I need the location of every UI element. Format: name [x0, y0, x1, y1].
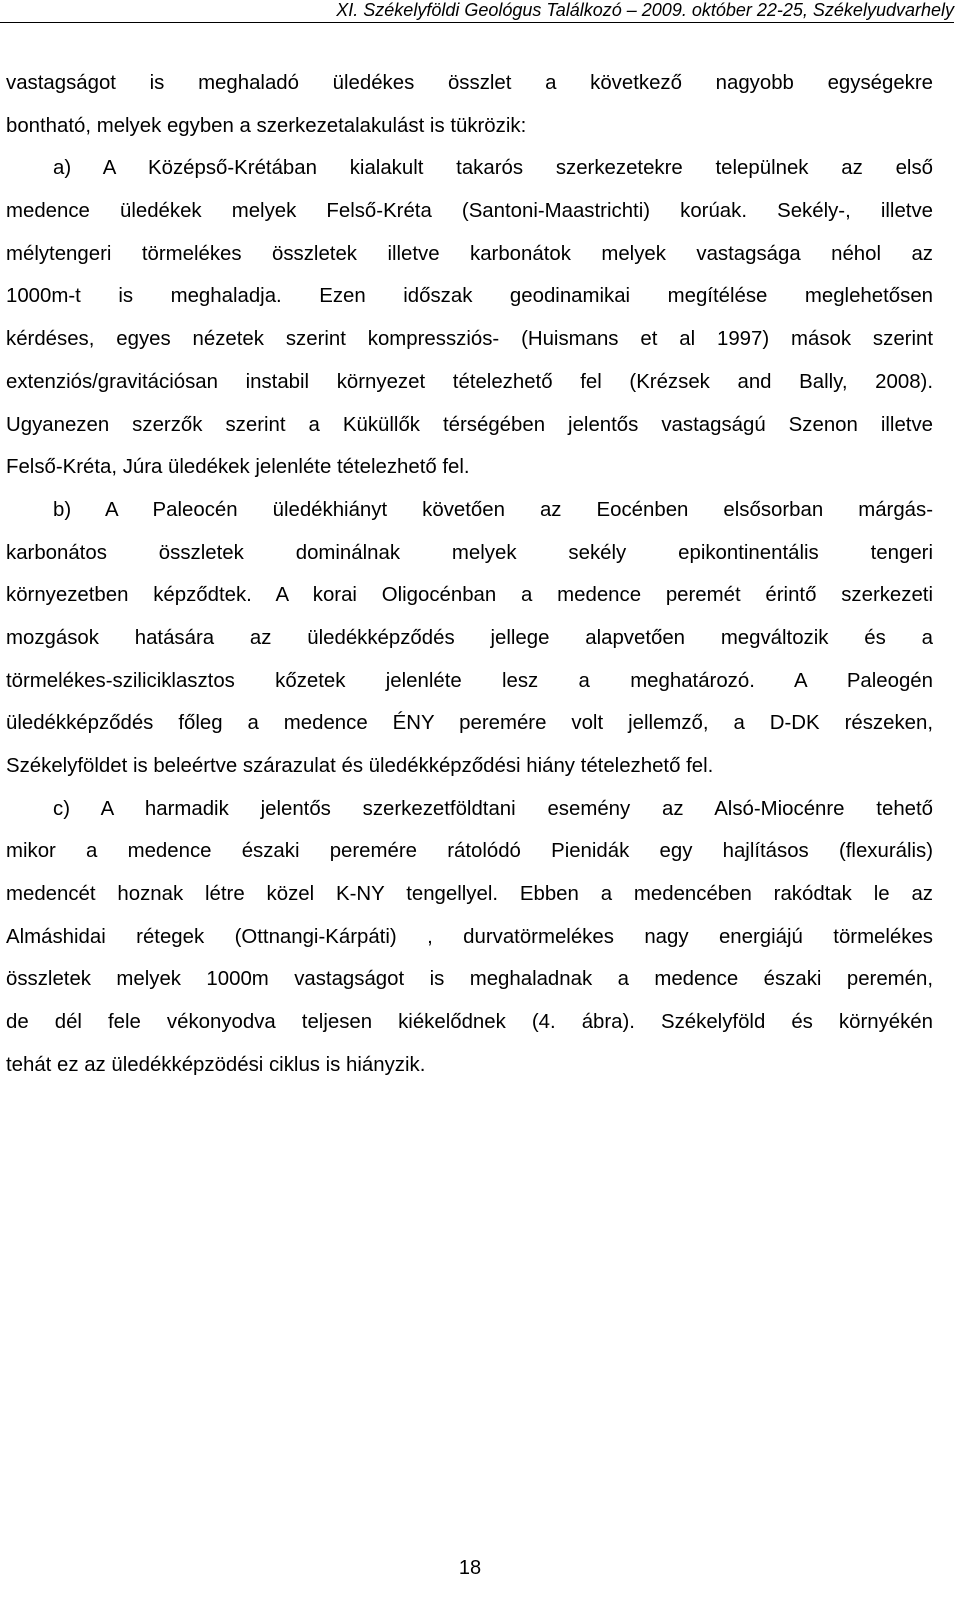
body-line: bontható, melyek egyben a szerkezetalakulást is tükrözik:: [6, 114, 527, 137]
body-line: medence üledékek melyek Felső-Kréta (Santoni-Maastrichti) korúak. Sekély-, illetve: [6, 200, 933, 223]
body-line: tehát ez az üledékképzödési ciklus is hiányzik.: [6, 1053, 426, 1076]
body-line: b) A Paleocén üledékhiányt követően az Eocénben elsősorban márgás-: [53, 498, 933, 521]
page-body: [6, 62, 933, 1087]
body-line: környezetben képződtek. A korai Oligocénban a medence peremét érintő szerkezeti: [6, 584, 933, 607]
body-line: a) A Középső-Krétában kialakult takarós szerkezetekre települnek az első: [53, 157, 933, 180]
body-line: Székelyföldet is beleértve szárazulat és üledékképződési hiány tételezhető fel.: [6, 755, 714, 777]
body-line: c) A harmadik jelentős szerkezetföldtani esemény az Alsó-Miocénre tehető: [53, 797, 933, 820]
body-line: üledékképződés főleg a medence ÉNY peremére volt jellemző, a D-DK részeken,: [6, 712, 933, 735]
body-line: de dél fele vékonyodva teljesen kiékelődnek (4. ábra). Székelyföld és környékén: [6, 1011, 933, 1034]
body-line: karbonátos összletek dominálnak melyek sekély epikontinentális tengeri: [6, 541, 933, 564]
body-line: extenziós/gravitációsan instabil környezet tételezhető fel (Krézsek and Bally, 2008).: [6, 370, 933, 393]
body-line: összletek melyek 1000m vastagságot is meghaladnak a medence északi peremén,: [6, 968, 933, 991]
body-line: vastagságot is meghaladó üledékes összlet a következő nagyobb egységekre: [6, 72, 933, 94]
body-line: mozgások hatására az üledékképződés jellege alapvetően megváltozik és a: [6, 626, 933, 649]
body-line: 1000m-t is meghaladja. Ezen időszak geodinamikai megítélése meglehetősen: [6, 285, 933, 308]
body-line: Ugyanezen szerzők szerint a Küküllők térségében jelentős vastagságú Szenon illetve: [6, 413, 933, 436]
body-line: Felső-Kréta, Júra üledékek jelenléte tételezhető fel.: [6, 456, 470, 479]
body-line: mikor a medence északi peremére rátolódó Pienidák egy hajlításos (flexurális): [6, 840, 933, 863]
body-line: Almáshidai rétegek (Ottnangi-Kárpáti) , durvatörmelékes nagy energiájú törmelékes: [6, 925, 933, 948]
page-number: 18: [458, 1557, 482, 1579]
body-line: mélytengeri törmelékes összletek illetve karbonátok melyek vastagsága néhol az: [6, 242, 933, 265]
body-line: kérdéses, egyes nézetek szerint kompressziós- (Huismans et al 1997) mások szerint: [6, 328, 933, 351]
running-header: XI. Székelyföldi Geológus Találkozó – 2009. október 22-25, Székelyudvarhely: [0, 0, 954, 23]
body-line: medencét hoznak létre közel K-NY tengellyel. Ebben a medencében rakódtak le az: [6, 883, 933, 906]
body-line: törmelékes-sziliciklasztos kőzetek jelenléte lesz a meghatározó. A Paleogén: [6, 669, 933, 692]
